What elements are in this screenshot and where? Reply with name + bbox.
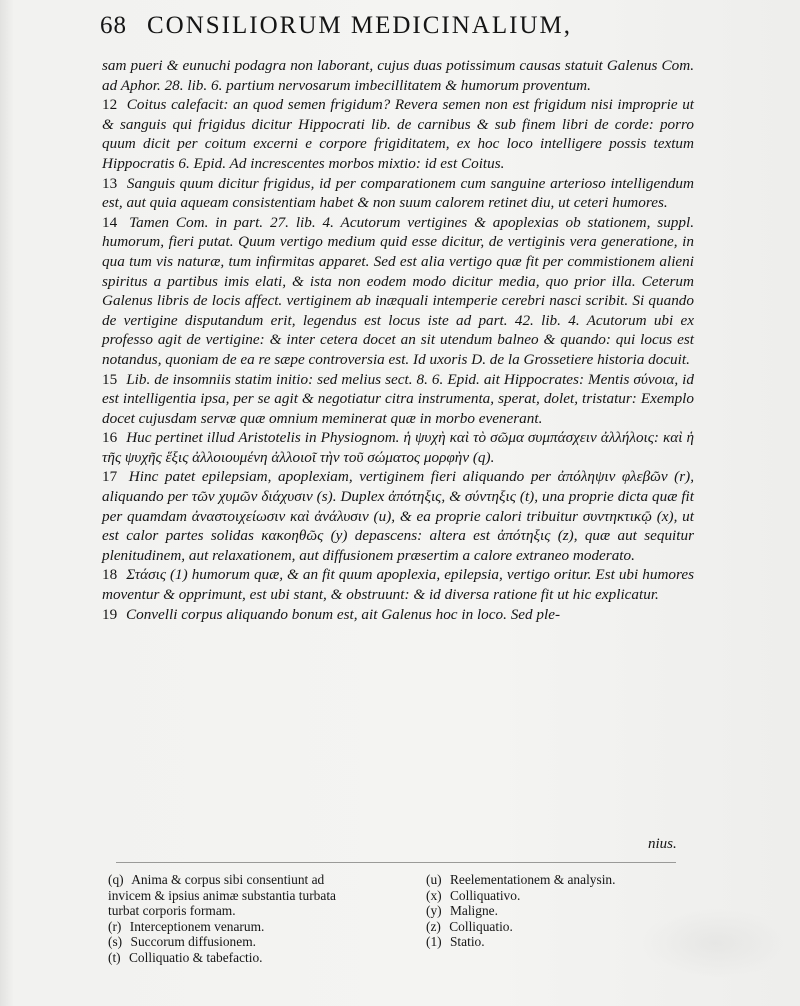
running-header [100, 12, 660, 52]
paragraph-text: Convelli corpus aliquando bonum est, ait Galenus hoc in loco. Sed ple- [125, 605, 561, 623]
footnote-mark: (x) [426, 887, 442, 903]
footnote-text: Succorum diffusionem. [130, 934, 256, 950]
paragraph-number: 18 [102, 566, 118, 584]
paragraph-number: 14 [102, 213, 118, 231]
paragraph-14 [102, 213, 694, 370]
footnote-mark: (q) [108, 872, 124, 887]
paragraph-text: Hinc patet epilepsiam, apoplexiam, vertiginem fieri aliquando per ἀπόληψιν φλεβῶν (r), aliquando per τῶν χυμῶν διάχυσιν (s). Duplex ἀπότηξις, & σύντηξις (t), una proprie dicta quæ fit per quamdam ἀναστοιχείωσιν καὶ ἀνάλυσιν (u), & ea proprie calori tribuitur συντηκτικῷ (x), ut est calor partes solidas κακοηθῶς (y) depascens: altera est ἀπότηξις (z), quæ aut sequitur plenitudinem, aut relaxationem, aut diffusionem præsertim a calore extraneo moderato. [102, 468, 695, 564]
paragraph-text: sam pueri & eunuchi podagra non laborant, cujus duas potissimum causas statuit Galenus Com. ad Aphor. 28. lib. 6. partium nervosarum imbecillitatem & humorum proventum. [102, 57, 694, 94]
footnote-mark: (u) [426, 872, 442, 887]
footnote [426, 872, 706, 888]
footnote-text: Maligne. [449, 903, 498, 919]
paragraph-number: 17 [102, 468, 118, 486]
paragraph-number: 16 [102, 429, 118, 447]
paragraph-number: 13 [102, 174, 118, 192]
paragraph-number: 12 [102, 96, 118, 114]
paragraph-text: Tamen Com. in part. 27. lib. 4. Acutorum vertigines & apoplexias ob stationem, suppl. humorum, fieri putat. Quum vertigo medium quid esse dicitur, de vertiginis vera generatione, in qua tum vis naturæ, tum infirmitas apparet. Sed est alia vertigo quæ fit per commistionem alieni spiritus a partibus imis elati, & ista non eodem modo dicitur media, quo prior illa. Ceterum Galenus libris de locis affect. vertiginem ab inæquali intemperie cerebri nasci scribit. Si quando de vertigine disputandum erit, legendus est locus iste ad part. 42. lib. 4. Acutorum ubi ex professo agit de vertigine: & inter cetera docet an sit utendum balneo & quando: qui locus est notandus, quoniam de ea re sæpe controversia est. Id uxoris D. de la Grossetiere historia docuit. [102, 213, 695, 368]
paragraph-number: 19 [102, 605, 118, 623]
footnotes-left-column [108, 872, 368, 966]
bleed-through-shadow [640, 908, 790, 978]
footnote-mark: (s) [108, 934, 123, 950]
footnote-divider [116, 862, 676, 863]
paragraph-12 [102, 95, 694, 173]
footnote-mark: (y) [426, 903, 442, 919]
paragraph-15 [102, 370, 694, 429]
footnote-text: Anima & corpus sibi consentiunt ad invicem & ipsius animæ substantia turbata turbat corporis formam. [108, 872, 336, 919]
paragraph-text: Στάσις (1) humorum quæ, & an fit quum apoplexia, epilepsia, vertigo oritur. Est ubi humores moventur & opprimunt, est ubi stant, & obstruunt: & id diversa ratione fit ut hic explicatur. [102, 566, 694, 604]
running-title: CONSILIORUM MEDICINALIUM, [147, 12, 572, 39]
catchword: nius. [648, 836, 677, 852]
page-number: 68 [100, 12, 127, 39]
footnote [108, 950, 368, 966]
footnote-mark: (r) [108, 918, 122, 934]
footnote [426, 888, 706, 904]
footnote-text: Colliquativo. [449, 887, 521, 903]
footnote-text: Colliquatio & tabefactio. [129, 949, 263, 965]
footnote [108, 919, 368, 935]
paragraph-19 [102, 605, 694, 625]
paragraph-13 [102, 174, 694, 213]
footnote [108, 934, 368, 950]
footnote-text: Statio. [449, 934, 485, 950]
paragraph-number: 15 [102, 370, 118, 388]
footnote-mark: (t) [108, 949, 121, 965]
paragraph-18 [102, 565, 694, 604]
paragraph-text: Coitus calefacit: an quod semen frigidum? Revera semen non est frigidum nisi improprie ut & sanguis qui frigidus dicitur Hippocrati lib. de carnibus & sub finem libri de corde: porro quum dicit per coitum excerni e corpore frigiditatem, ex hoc loco intelligere possis textum Hippocratis 6. Epid. Ad increscentes morbos mixtio: id est Coitus. [102, 96, 695, 172]
main-text [102, 56, 694, 624]
paragraph-16 [102, 428, 694, 467]
paragraph-17 [102, 467, 694, 565]
footnote-mark: (1) [426, 934, 442, 950]
footnote [108, 872, 368, 919]
paragraph-text: Huc pertinet illud Aristotelis in Physiognom. ἡ ψυχὴ καὶ τὸ σῶμα συμπάσχειν ἀλλήλοις: καὶ ἡ τῆς ψυχῆς ἕξις ἀλλοιουμένη ἀλλοιοῖ τὴν τοῦ σώματος μορφὴν (q). [102, 429, 695, 466]
footnote-text: Interceptionem venarum. [129, 918, 265, 934]
footnote-text: Colliquatio. [449, 918, 513, 934]
footnote-text: Reelementationem & analysin. [449, 872, 616, 887]
paragraph-text: Lib. de insomniis statim initio: sed melius sect. 8. 6. Epid. ait Hippocrates: Mentis σύνοια, id est intelligentia ipsa, per se agit & negotiatur citra instrumenta, sperat, dolet, tristatur: Exemplo docet cujusdam servæ quæ omnium meminerat quæ in morbo evenerant. [102, 370, 694, 427]
footnote-mark: (z) [426, 918, 441, 934]
paragraph-text: Sanguis quum dicitur frigidus, id per comparationem cum sanguine arterioso intelligendum est, aut quia aqueam consistentiam habet & non suum calorem retinet diu, ut ceteri humores. [102, 174, 694, 212]
paragraph-continuation [102, 56, 694, 95]
